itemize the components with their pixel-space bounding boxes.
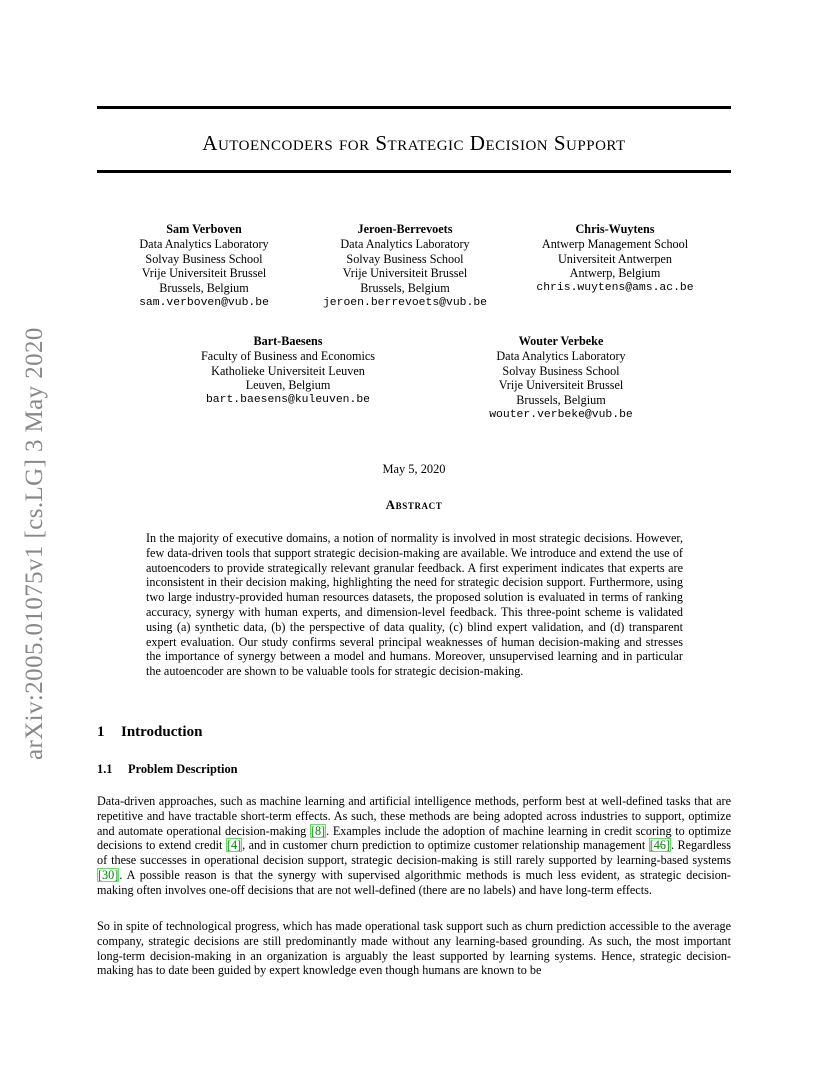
section-title: Introduction (121, 724, 203, 740)
author-affiliation: Antwerp, Belgium (569, 266, 661, 281)
author-name: Bart-Baesens (253, 334, 323, 348)
author-affiliation: Data Analytics Laboratory (139, 236, 269, 251)
author-affiliation: Brussels, Belgium (159, 281, 249, 296)
section-number: 1 (97, 724, 105, 740)
author-name: Wouter Verbeke (518, 334, 604, 348)
author-name: Jeroen-Berrevoets (357, 222, 453, 236)
author-affiliation: Leuven, Belgium (245, 378, 331, 393)
author-affiliation: Vrije Universiteit Brussel (498, 378, 624, 393)
author-affiliation: Universiteit Antwerpen (557, 251, 673, 266)
author-block-4 (178, 334, 398, 408)
author-email[interactable]: jeroen.berrevoets@vub.be (322, 296, 488, 309)
author-block-5 (461, 334, 661, 423)
author-name: Chris-Wuytens (575, 222, 655, 236)
paper-title (97, 131, 731, 156)
author-affiliation: Solvay Business School (502, 363, 620, 378)
abstract-text: In the majority of executive domains, a notion of normality is involved in most strategic decisions. However, few data-driven tools that support strategic decision-making are available. We introduce and extend the use of autoencoders to provide strategically relevant granular feedback. A first experiment indicates that experts are inconsistent in their decision making, highlighting the need for strategic decision support. Furthermore, using two large industry-provided human resources datasets, the proposed solution is evaluated in terms of ranking accuracy, synergy with human experts, and dimension-level feedback. This three-point scheme is validated using (a) synthetic data, (b) the perspective of data quality, (c) blind expert validation, and (d) transparent expert evaluation. Our study confirms several principal weaknesses of human decision-making and stresses the importance of synergy between a model and humans. Moreover, unsupervised learning and in particular the autoencoder are shown to be valuable tools for strategic decision-making. (146, 531, 683, 679)
author-email[interactable]: chris.wuytens@ams.ac.be (536, 282, 694, 295)
paragraph-text: . Regardless of these successes in operational decision support, strategic decision-making is still rarely supported by learning-based systems (97, 838, 731, 868)
abstract-heading: Abstract (385, 497, 443, 512)
paragraph-text: , and in customer churn prediction to optimize customer relationship management (242, 838, 649, 853)
author-affiliation: Data Analytics Laboratory (340, 236, 470, 251)
author-name: Sam Verboven (166, 222, 242, 236)
author-affiliation: Vrije Universiteit Brussel (342, 266, 468, 281)
paragraph-text: . Examples include the adoption of machine learning in credit scoring to optimize decisions to extend credit (97, 823, 731, 853)
citation-link[interactable]: [30] (98, 867, 119, 882)
author-block-3 (510, 222, 720, 296)
paragraph-text: . A possible reason is that the synergy with supervised algorithmic methods is much less evident, as strategic decision-making often involves one-off decisions that are not well-defined (there are no labels) and have long-term effects. (97, 867, 731, 897)
arxiv-identifier-stamp: arXiv:2005.01075v1 [cs.LG] 3 May 2020 (21, 327, 48, 760)
publication-date: May 5, 2020 (382, 462, 446, 476)
author-email[interactable]: wouter.verbeke@vub.be (489, 408, 633, 421)
author-affiliation: Vrije Universiteit Brussel (141, 266, 267, 281)
subsection-heading-problem-description (97, 762, 238, 777)
author-affiliation: Solvay Business School (346, 251, 464, 266)
author-block-1 (104, 222, 304, 311)
author-block-2 (305, 222, 505, 311)
author-affiliation: Katholieke Universiteit Leuven (211, 363, 365, 378)
citation-link[interactable]: [46] (649, 838, 671, 853)
body-paragraph-2: So in spite of technological progress, which has made operational task support such as churn prediction accessible to the average company, strategic decisions are still predominantly made without any learning-based grounding. As such, the most important long-term decision-making in an organization is arguably the least supported by learning systems. Hence, strategic decision-making has to date been guided by expert knowledge even though humans are known to be (97, 919, 731, 978)
subsection-title: Problem Description (128, 762, 238, 776)
paragraph-text: Data-driven approaches, such as machine learning and artificial intelligence methods, perform best at well-defined tasks that are repetitive and have tractable short-term effects. As such, these methods are being adopted across industries to support, optimize and automate operational decision-making (97, 794, 731, 838)
author-affiliation: Faculty of Business and Economics (201, 348, 375, 363)
author-email[interactable]: bart.baesens@kuleuven.be (205, 394, 371, 407)
paper-title-text: Autoencoders for Strategic Decision Support (202, 131, 626, 155)
author-affiliation: Brussels, Belgium (516, 393, 606, 408)
title-rule-bottom (97, 170, 731, 173)
author-affiliation: Antwerp Management School (541, 236, 689, 251)
author-affiliation: Brussels, Belgium (360, 281, 450, 296)
title-rule-top (97, 106, 731, 109)
citation-link[interactable]: [4] (226, 838, 242, 853)
body-paragraph-1 (97, 794, 731, 898)
author-affiliation: Solvay Business School (145, 251, 263, 266)
author-email[interactable]: sam.verboven@vub.be (139, 296, 269, 309)
citation-link[interactable]: [8] (310, 823, 326, 838)
author-affiliation: Data Analytics Laboratory (496, 348, 626, 363)
subsection-number: 1.1 (97, 762, 113, 776)
section-heading-introduction (97, 724, 202, 741)
